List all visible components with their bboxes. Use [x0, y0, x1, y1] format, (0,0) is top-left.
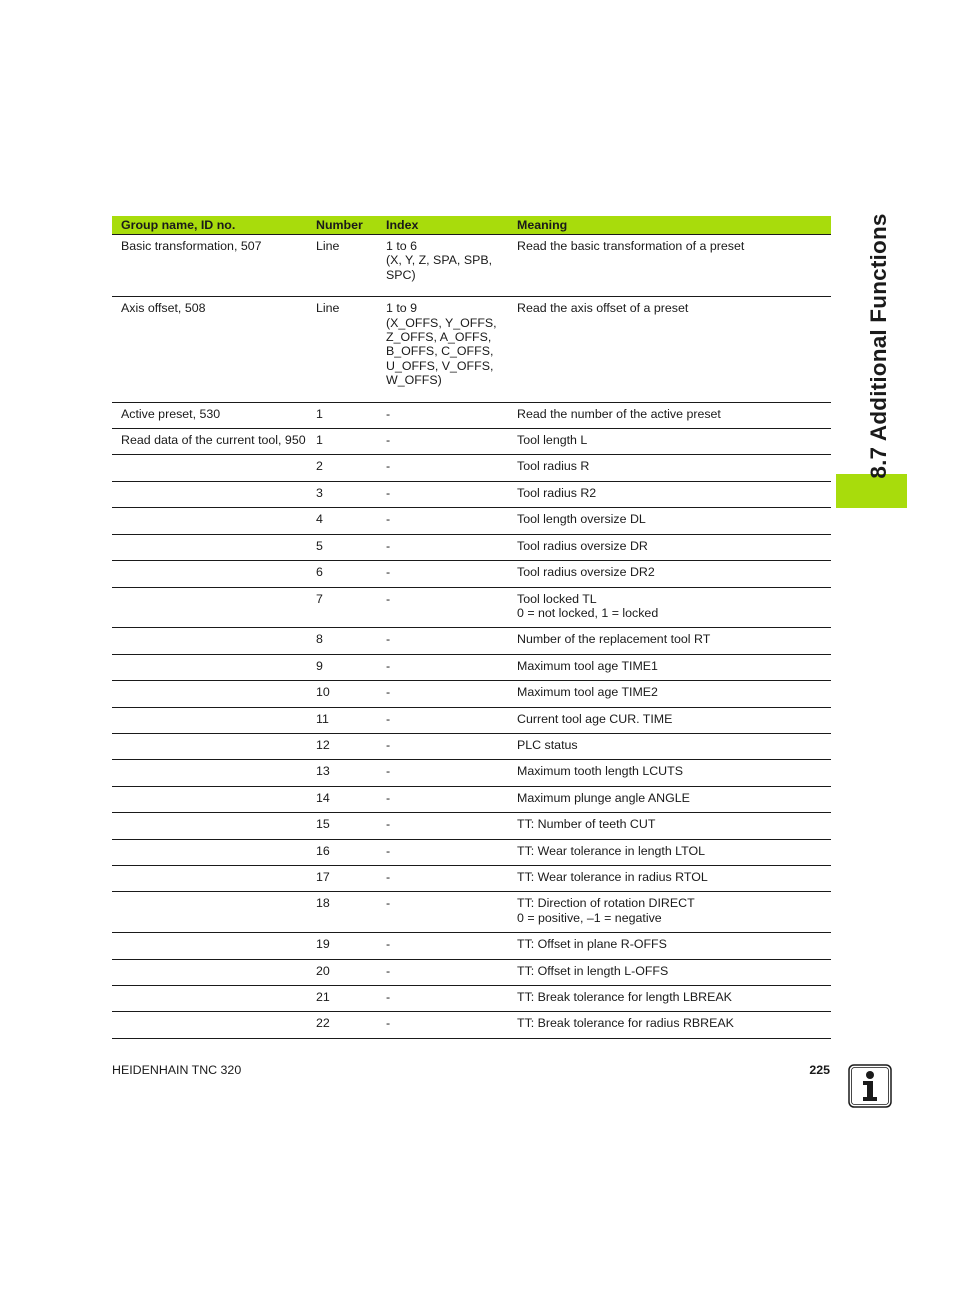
header-number: Number [315, 216, 385, 235]
cell-index: - [385, 865, 516, 891]
table-row [112, 534, 831, 560]
cell-group [112, 654, 315, 680]
table-row [112, 892, 831, 933]
chapter-title: 8.7 Additional Functions [866, 213, 891, 479]
table-row [112, 235, 831, 297]
cell-group: Active preset, 530 [112, 402, 315, 428]
cell-group [112, 733, 315, 759]
cell-meaning: TT: Offset in length L-OFFS [516, 959, 831, 985]
cell-meaning: Tool radius R2 [516, 481, 831, 507]
table-row [112, 933, 831, 959]
cell-meaning: Read the basic transformation of a preset [516, 235, 831, 297]
cell-group: Axis offset, 508 [112, 297, 315, 402]
cell-number: 3 [315, 481, 385, 507]
cell-index: - [385, 733, 516, 759]
page-number: 225 [809, 1063, 830, 1077]
cell-meaning: Number of the replacement tool RT [516, 628, 831, 654]
cell-group [112, 839, 315, 865]
cell-number: 20 [315, 959, 385, 985]
cell-index: - [385, 892, 516, 933]
chapter-side-tab [836, 474, 907, 508]
cell-number: 10 [315, 681, 385, 707]
table-row [112, 707, 831, 733]
table-row [112, 986, 831, 1012]
table-row [112, 561, 831, 587]
table-row [112, 587, 831, 628]
cell-meaning: Read the axis offset of a preset [516, 297, 831, 402]
table-row [112, 481, 831, 507]
cell-index: - [385, 402, 516, 428]
cell-group [112, 455, 315, 481]
cell-index: - [385, 481, 516, 507]
cell-meaning: PLC status [516, 733, 831, 759]
cell-meaning: Tool locked TL 0 = not locked, 1 = locked [516, 587, 831, 628]
cell-meaning: Current tool age CUR. TIME [516, 707, 831, 733]
cell-number: 8 [315, 628, 385, 654]
cell-group [112, 707, 315, 733]
cell-index: - [385, 654, 516, 680]
cell-group [112, 481, 315, 507]
header-index: Index [385, 216, 516, 235]
cell-group [112, 587, 315, 628]
table-row [112, 654, 831, 680]
cell-number: 13 [315, 760, 385, 786]
cell-number: 6 [315, 561, 385, 587]
cell-number: 16 [315, 839, 385, 865]
table-row [112, 839, 831, 865]
cell-index: - [385, 508, 516, 534]
cell-index: - [385, 707, 516, 733]
cell-index: - [385, 429, 516, 455]
cell-group [112, 959, 315, 985]
cell-meaning: Maximum plunge angle ANGLE [516, 786, 831, 812]
table-row [112, 402, 831, 428]
cell-index: - [385, 1012, 516, 1038]
cell-index: - [385, 986, 516, 1012]
table-row [112, 786, 831, 812]
cell-meaning: Tool radius oversize DR [516, 534, 831, 560]
table-body [112, 235, 831, 1039]
cell-number: 1 [315, 402, 385, 428]
cell-meaning: Maximum tool age TIME2 [516, 681, 831, 707]
cell-index: - [385, 587, 516, 628]
cell-group [112, 561, 315, 587]
cell-meaning: TT: Number of teeth CUT [516, 813, 831, 839]
table-row [112, 1012, 831, 1038]
cell-meaning: Tool length L [516, 429, 831, 455]
cell-number: 9 [315, 654, 385, 680]
cell-number: 19 [315, 933, 385, 959]
cell-meaning: TT: Wear tolerance in radius RTOL [516, 865, 831, 891]
cell-index: - [385, 455, 516, 481]
cell-meaning: Tool length oversize DL [516, 508, 831, 534]
cell-group [112, 628, 315, 654]
cell-meaning: Tool radius oversize DR2 [516, 561, 831, 587]
table-row [112, 508, 831, 534]
cell-number: 4 [315, 508, 385, 534]
header-meaning: Meaning [516, 216, 831, 235]
cell-number: 1 [315, 429, 385, 455]
table-row [112, 628, 831, 654]
table-row [112, 455, 831, 481]
cell-group [112, 1012, 315, 1038]
cell-index: - [385, 534, 516, 560]
cell-index: - [385, 839, 516, 865]
cell-number: 22 [315, 1012, 385, 1038]
cell-number: Line [315, 235, 385, 297]
cell-group [112, 892, 315, 933]
cell-meaning: TT: Direction of rotation DIRECT 0 = positive, –1 = negative [516, 892, 831, 933]
cell-number: 15 [315, 813, 385, 839]
cell-index: - [385, 959, 516, 985]
cell-number: 21 [315, 986, 385, 1012]
table-row [112, 733, 831, 759]
cell-index: - [385, 561, 516, 587]
cell-meaning: TT: Wear tolerance in length LTOL [516, 839, 831, 865]
cell-group [112, 786, 315, 812]
cell-meaning: Maximum tool age TIME1 [516, 654, 831, 680]
cell-number: Line [315, 297, 385, 402]
cell-meaning: TT: Offset in plane R-OFFS [516, 933, 831, 959]
cell-group: Read data of the current tool, 950 [112, 429, 315, 455]
table-row [112, 297, 831, 402]
header-group: Group name, ID no. [112, 216, 315, 235]
table-header-row [112, 216, 831, 235]
cell-group [112, 508, 315, 534]
cell-group [112, 760, 315, 786]
table-row [112, 429, 831, 455]
cell-group [112, 865, 315, 891]
cell-number: 14 [315, 786, 385, 812]
table-row [112, 760, 831, 786]
cell-number: 11 [315, 707, 385, 733]
footer-product: HEIDENHAIN TNC 320 [112, 1063, 242, 1077]
table-row [112, 681, 831, 707]
cell-meaning: Read the number of the active preset [516, 402, 831, 428]
cell-group [112, 534, 315, 560]
cell-meaning: Maximum tooth length LCUTS [516, 760, 831, 786]
cell-meaning: TT: Break tolerance for length LBREAK [516, 986, 831, 1012]
cell-number: 7 [315, 587, 385, 628]
cell-meaning: TT: Break tolerance for radius RBREAK [516, 1012, 831, 1038]
cell-group: Basic transformation, 507 [112, 235, 315, 297]
cell-number: 18 [315, 892, 385, 933]
cell-index: - [385, 760, 516, 786]
cell-group [112, 933, 315, 959]
cell-number: 2 [315, 455, 385, 481]
cell-group [112, 681, 315, 707]
cell-index: - [385, 786, 516, 812]
cell-number: 17 [315, 865, 385, 891]
cell-meaning: Tool radius R [516, 455, 831, 481]
cell-index: - [385, 628, 516, 654]
cell-group [112, 813, 315, 839]
info-icon [848, 1064, 892, 1108]
cell-number: 12 [315, 733, 385, 759]
cell-index: 1 to 6 (X, Y, Z, SPA, SPB, SPC) [385, 235, 516, 297]
function-table [112, 216, 831, 1039]
cell-index: - [385, 933, 516, 959]
cell-group [112, 986, 315, 1012]
table-row [112, 813, 831, 839]
table-row [112, 959, 831, 985]
cell-number: 5 [315, 534, 385, 560]
cell-index: 1 to 9 (X_OFFS, Y_OFFS, Z_OFFS, A_OFFS, B_OFFS, C_OFFS, U_OFFS, V_OFFS, W_OFFS) [385, 297, 516, 402]
table-row [112, 865, 831, 891]
cell-index: - [385, 681, 516, 707]
cell-index: - [385, 813, 516, 839]
